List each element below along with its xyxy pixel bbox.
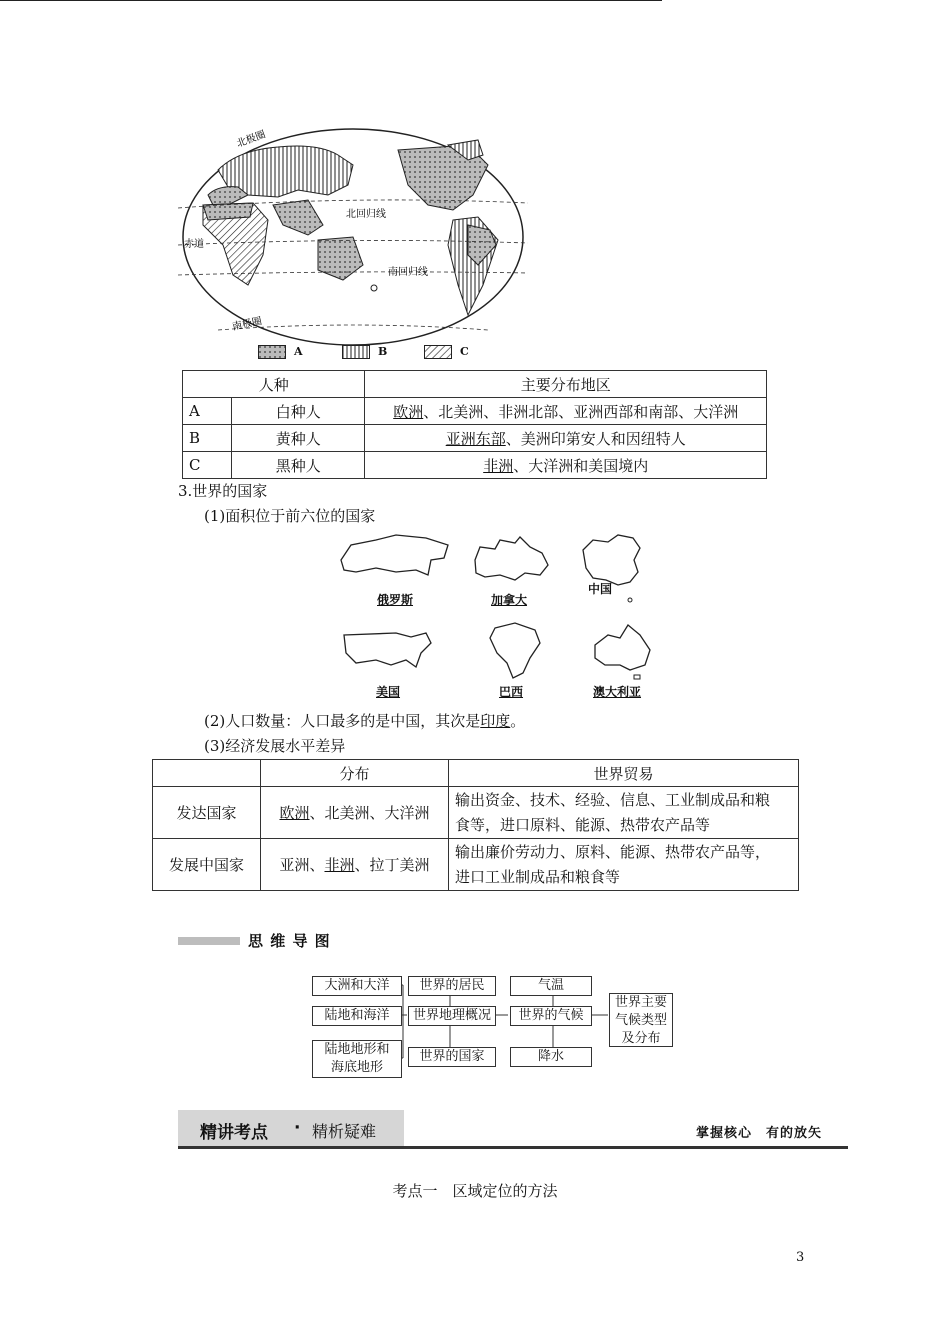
table-row [183, 398, 767, 425]
mindmap-bar [178, 937, 240, 945]
race-region [365, 398, 767, 425]
usa-outline [336, 625, 436, 680]
subsection-3: (3)经济发展水平差异 [204, 737, 346, 755]
underlined-answer: 非洲 [324, 856, 355, 874]
distribution-prefix: 亚洲、 [279, 856, 325, 874]
node-temperature: 气温 [510, 976, 592, 996]
country-name-australia: 澳大利亚 [593, 685, 642, 699]
population-text: (2)人口数量：人口最多的是中国，其次是 [204, 712, 481, 730]
node-residents: 世界的居民 [408, 976, 496, 996]
distribution-rest: 、拉丁美洲 [354, 856, 430, 874]
node-land-sea: 陆地和海洋 [312, 1006, 402, 1026]
distribution-cell [261, 787, 449, 839]
world-race-map [178, 125, 528, 365]
race-code: A [183, 398, 232, 425]
canada-outline [470, 535, 552, 587]
distribution-cell [261, 839, 449, 891]
trade-line: 进口工业制成品和粮食等 [455, 867, 621, 886]
table-row [183, 452, 767, 479]
region-header: 主要分布地区 [365, 371, 767, 398]
race-name: 黄种人 [232, 425, 365, 452]
race-name: 白种人 [232, 398, 365, 425]
period: 。 [510, 712, 526, 730]
trade-cell [449, 787, 799, 839]
country-name-brazil: 巴西 [499, 685, 524, 699]
table-row [153, 787, 799, 839]
race-name: 黑种人 [232, 452, 365, 479]
country-type: 发达国家 [153, 787, 261, 839]
underlined-answer: 非洲 [483, 456, 514, 475]
region-rest: 、大洋洲和美国境内 [513, 456, 649, 475]
race-table [182, 370, 767, 479]
tropic-north-label: 北回归线 [346, 209, 386, 220]
banner-motto: 掌握核心 有的放矢 [696, 1126, 823, 1141]
brazil-outline [485, 618, 545, 683]
subsection-1: (1)面积位于前六位的国家 [204, 507, 376, 525]
equator-label: 赤道 [184, 239, 204, 250]
australia-outline [590, 620, 656, 680]
race-region [365, 425, 767, 452]
map-legend [258, 345, 478, 361]
table-row [153, 839, 799, 891]
country-name-china: 中国 [588, 582, 613, 596]
node-line: 气候类型 [614, 1013, 667, 1028]
underlined-answer: 欧洲 [279, 804, 310, 822]
country-name-usa: 美国 [376, 685, 401, 699]
distribution-header: 分布 [261, 760, 449, 787]
trade-line: 输出廉价劳动力、原料、能源、热带农产品等， [455, 842, 771, 861]
race-code: B [183, 425, 232, 452]
subsection-2 [204, 710, 525, 731]
node-precipitation: 降水 [510, 1047, 592, 1067]
banner-dot: · [294, 1118, 301, 1138]
country-type: 发展中国家 [153, 839, 261, 891]
legend-c-label: C [460, 345, 469, 358]
region-rest: 、美洲印第安人和因纽特人 [505, 429, 686, 448]
tropic-south-label: 南回归线 [388, 267, 428, 278]
banner-title: 精讲考点 [200, 1123, 268, 1143]
underlined-answer: 欧洲 [393, 402, 424, 421]
node-landforms [312, 1040, 402, 1078]
section-banner [178, 1110, 848, 1150]
antarctic-circle-label: 南极圈 [231, 315, 263, 333]
section-heading: 考点一 区域定位的方法 [392, 1182, 558, 1200]
trade-line: 食等，进口原料、能源、热带农产品等 [455, 815, 711, 834]
corner-cell [153, 760, 261, 787]
race-header: 人种 [183, 371, 365, 398]
arctic-circle-label: 北极圈 [235, 129, 268, 150]
race-code: C [183, 452, 232, 479]
node-climate: 世界的气候 [510, 1006, 592, 1026]
node-line: 海底地形 [330, 1060, 383, 1075]
node-countries: 世界的国家 [408, 1047, 496, 1067]
node-line: 及分布 [621, 1031, 661, 1046]
section-3-title: 3.世界的国家 [178, 482, 268, 500]
legend-a-label: A [294, 345, 303, 358]
race-region [365, 452, 767, 479]
distribution-rest: 、北美洲、大洋洲 [309, 804, 430, 822]
trade-cell [449, 839, 799, 891]
region-rest: 、北美洲、非洲北部、亚洲西部和南部、大洋洲 [423, 402, 739, 421]
node-climate-types [609, 993, 673, 1047]
country-name-canada: 加拿大 [491, 593, 528, 607]
node-continents-oceans: 大洲和大洋 [312, 976, 402, 996]
mindmap-title: 思 维 导 图 [248, 932, 331, 950]
trade-line: 输出资金、技术、经验、信息、工业制成品和粮 [455, 790, 771, 809]
page-number: 3 [796, 1250, 805, 1265]
trade-header: 世界贸易 [449, 760, 799, 787]
node-line: 陆地地形和 [324, 1042, 390, 1057]
banner-rule [178, 1146, 848, 1149]
russia-outline [336, 530, 454, 585]
underlined-answer: 印度 [480, 712, 511, 730]
banner-subtitle: 精析疑难 [312, 1122, 377, 1141]
node-line: 世界主要 [614, 995, 667, 1010]
table-row [183, 425, 767, 452]
country-name-russia: 俄罗斯 [377, 593, 414, 607]
underlined-answer: 亚洲东部 [445, 429, 506, 448]
top-rule [0, 0, 662, 1]
node-overview: 世界地理概况 [408, 1006, 496, 1026]
legend-b-label: B [378, 345, 388, 358]
economy-table [152, 759, 799, 891]
